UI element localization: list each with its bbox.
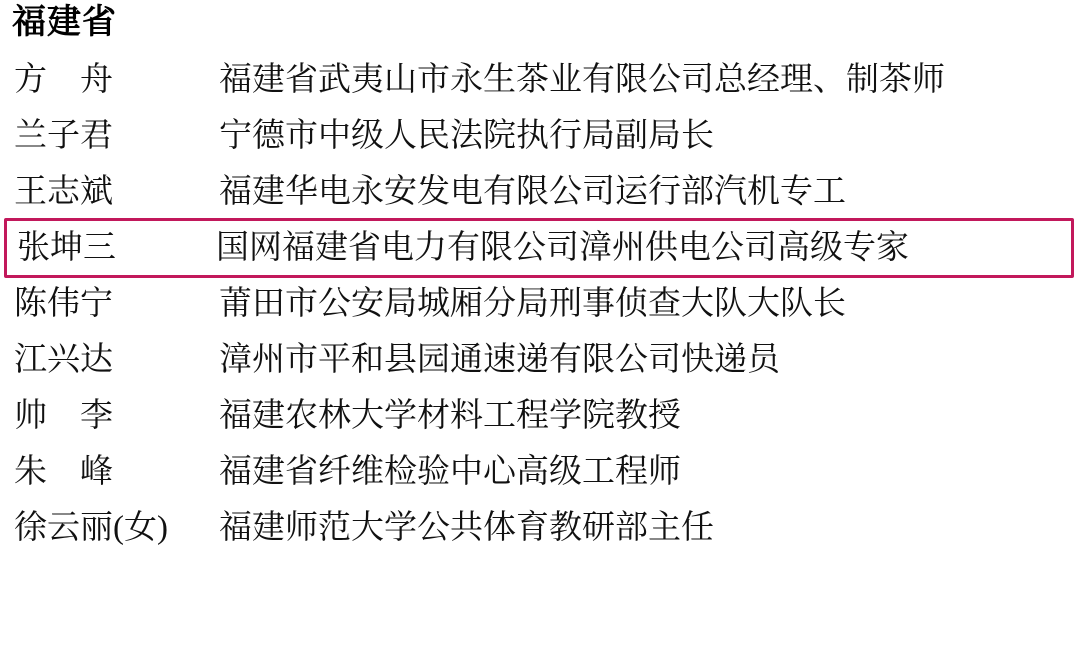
entry-name: 朱 峰 <box>14 454 113 490</box>
entry-name: 帅 李 <box>14 398 113 434</box>
page-title: 福建省 <box>12 3 117 41</box>
entry-description: 莆田市公安局城厢分局刑事侦查大队大队长 <box>219 286 846 322</box>
entry-name: 陈伟宁 <box>14 286 113 322</box>
list-item <box>10 444 1070 500</box>
list-item-highlighted <box>4 218 1074 278</box>
list-item <box>10 276 1070 332</box>
entry-name: 张坤三 <box>17 230 116 266</box>
entry-name: 王志斌 <box>14 174 113 210</box>
entry-description: 宁德市中级人民法院执行局副局长 <box>219 118 714 154</box>
entry-name: 江兴达 <box>14 342 113 378</box>
entry-name: 徐云丽(女) <box>14 510 168 546</box>
list-item <box>10 52 1070 108</box>
entry-name: 方 舟 <box>14 62 113 98</box>
list-item <box>10 332 1070 388</box>
entry-list <box>10 52 1070 556</box>
entry-description: 国网福建省电力有限公司漳州供电公司高级专家 <box>216 230 909 266</box>
list-item <box>10 164 1070 220</box>
entry-description: 漳州市平和县园通速递有限公司快递员 <box>219 342 780 378</box>
list-item <box>10 388 1070 444</box>
entry-description: 福建农林大学材料工程学院教授 <box>219 398 681 434</box>
entry-description: 福建华电永安发电有限公司运行部汽机专工 <box>219 174 846 210</box>
entry-description: 福建师范大学公共体育教研部主任 <box>219 510 714 546</box>
list-item <box>10 108 1070 164</box>
list-item <box>10 500 1070 556</box>
entry-description: 福建省武夷山市永生茶业有限公司总经理、制茶师 <box>219 62 945 98</box>
entry-description: 福建省纤维检验中心高级工程师 <box>219 454 681 490</box>
entry-name: 兰子君 <box>14 118 113 154</box>
